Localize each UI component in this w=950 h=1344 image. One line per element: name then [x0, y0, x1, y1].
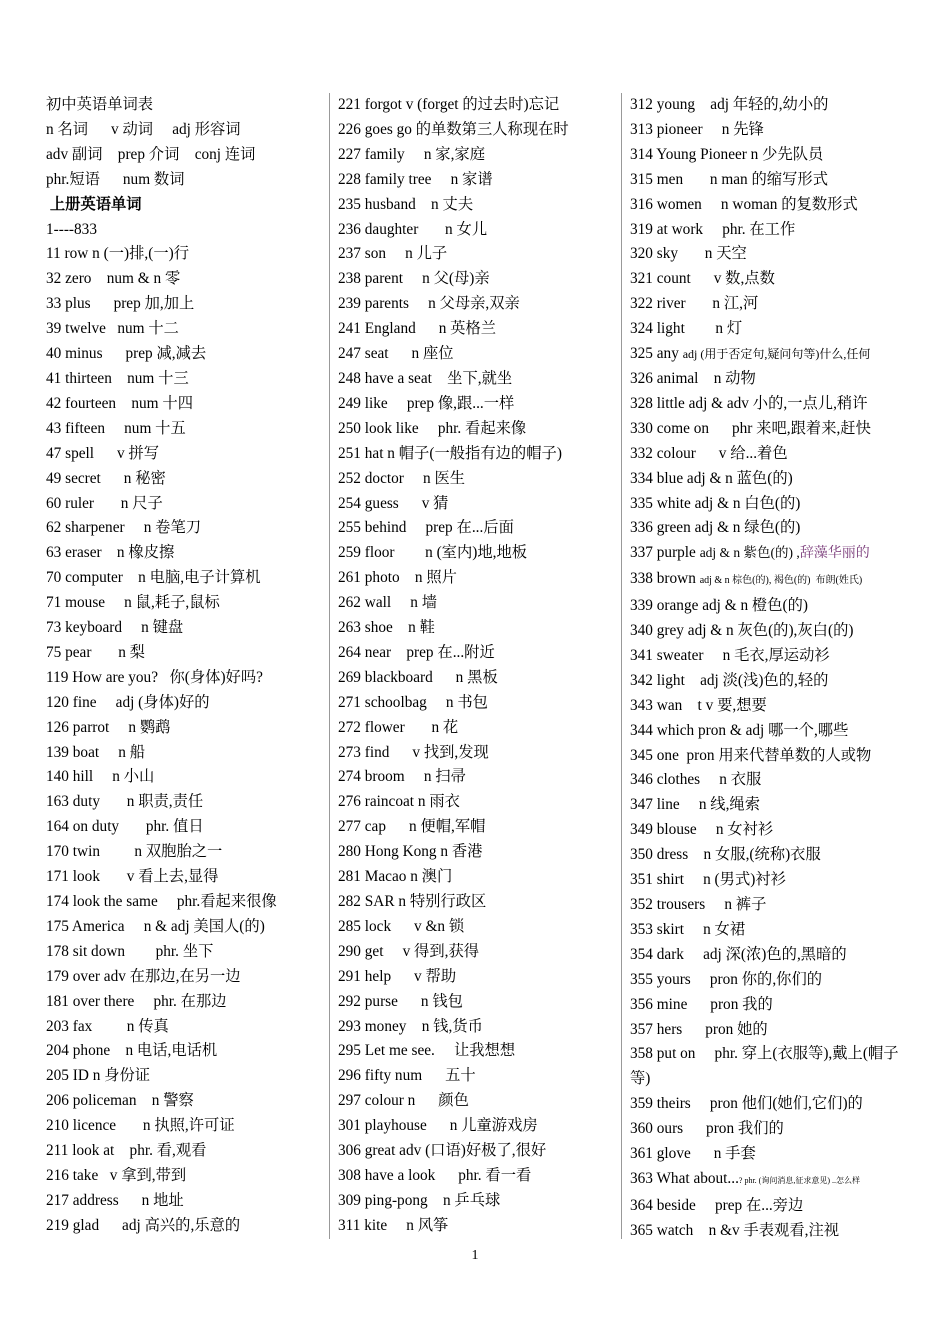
vocab-entry	[630, 1167, 915, 1194]
vocab-entry: 181 over there phr. 在那边	[46, 992, 227, 1010]
vocab-entry: 313 pioneer n 先锋	[630, 120, 764, 138]
vocab-entry: 322 river n 江,河	[630, 295, 759, 313]
vocab-entry: 336 green adj & n 绿色(的)	[630, 519, 801, 537]
vocab-entry: 42 fourteen num 十四	[46, 394, 193, 412]
vocab-entry: 314 Young Pioneer n 少先队员	[630, 145, 824, 163]
vocab-entry: 120 fine adj (身体)好的	[46, 693, 210, 711]
vocab-entry: 126 parrot n 鹦鹉	[46, 718, 171, 736]
vocab-entry: 321 count v 数,点数	[630, 270, 775, 288]
vocab-entry: 251 hat n 帽子(一般指有边的帽子)	[338, 444, 562, 462]
vocab-entry: 75 pear n 梨	[46, 643, 145, 661]
column-divider-left	[329, 93, 330, 1239]
vocab-entry: 261 photo n 照片	[338, 569, 457, 587]
vocab-entry: 342 light adj 淡(浅)色的,轻的	[630, 671, 829, 689]
vocab-entry: 211 look at phr. 看,观看	[46, 1142, 207, 1160]
vocab-entry: 252 doctor n 医生	[338, 469, 466, 487]
vocab-entry: 312 young adj 年轻的,幼小的	[630, 96, 829, 113]
vocab-column-2	[338, 93, 613, 1239]
vocab-entry: 60 ruler n 尺子	[46, 494, 163, 512]
vocab-entry	[630, 541, 915, 567]
vocab-entry: 347 line n 线,绳索	[630, 796, 761, 814]
entry-definition-small: adj (用于否定句,疑问句等)什么,任何	[682, 347, 871, 362]
vocab-entry: 119 How are you? 你(身体)好吗?	[46, 668, 263, 686]
vocab-entry: 326 animal n 动物	[630, 369, 756, 387]
legend-line: adv 副词 prep 介词 conj 连词	[46, 145, 256, 163]
vocab-entry: 354 dark adj 深(浓)色的,黑暗的	[630, 945, 847, 963]
vocab-entry: 70 computer n 电脑,电子计算机	[46, 569, 261, 587]
vocab-entry: 227 family n 家,家庭	[338, 145, 486, 163]
vocab-entry: 332 colour v 给...着色	[630, 444, 788, 462]
vocab-entry: 228 family tree n 家谱	[338, 170, 493, 188]
page-number: 1	[471, 1248, 479, 1263]
vocab-entry: 272 flower n 花	[338, 718, 459, 736]
vocab-entry: 221 forgot v (forget 的过去时)忘记	[338, 96, 560, 113]
vocab-entry: 255 behind prep 在...后面	[338, 519, 514, 537]
vocab-entry: 315 men n man 的缩写形式	[630, 170, 828, 188]
vocab-entry: 171 look v 看上去,显得	[46, 868, 219, 886]
vocab-entry: 360 ours pron 我们的	[630, 1120, 784, 1138]
vocab-entry: 292 purse n 钱包	[338, 992, 463, 1010]
vocab-entry: 335 white adj & n 白色(的)	[630, 494, 801, 512]
range-label: 1----833	[46, 220, 97, 238]
vocab-entry: 339 orange adj & n 橙色(的)	[630, 597, 808, 615]
vocab-entry: 277 cap n 便帽,军帽	[338, 818, 486, 836]
vocab-entry: 285 lock v &n 锁	[338, 917, 465, 935]
page-heading: 初中英语单词表	[46, 96, 154, 113]
vocab-entry: 139 boat n 船	[46, 743, 145, 761]
vocab-entry: 262 wall n 墙	[338, 594, 437, 612]
vocab-entry: 269 blackboard n 黑板	[338, 668, 498, 686]
vocab-entry: 247 seat n 座位	[338, 345, 454, 363]
vocab-entry: 295 Let me see. 让我想想	[338, 1042, 516, 1060]
vocab-entry: 226 goes go 的单数第三人称现在时	[338, 120, 569, 138]
vocab-entry: 179 over adv 在那边,在另一边	[46, 967, 241, 985]
vocab-entry: 204 phone n 电话,电话机	[46, 1042, 218, 1060]
vocab-entry: 316 women n woman 的复数形式	[630, 195, 858, 213]
vocab-entry: 32 zero num & n 零	[46, 270, 181, 288]
vocab-entry: 71 mouse n 鼠,耗子,鼠标	[46, 594, 220, 612]
entry-definition-tiny: adj & n 棕色(的), 褐色(的) 布朗(姓氏)	[699, 575, 863, 587]
vocab-entry: 73 keyboard n 键盘	[46, 619, 184, 637]
vocab-entry: 340 grey adj & n 灰色(的),灰白(的)	[630, 622, 854, 640]
vocab-entry: 358 put on phr. 穿上(衣服等),戴上(帽子等)	[630, 1045, 899, 1088]
vocab-entry: 33 plus prep 加,加上	[46, 295, 195, 313]
vocab-entry: 241 England n 英格兰	[338, 320, 497, 338]
vocab-entry: 351 shirt n (男式)衬衫	[630, 871, 786, 889]
vocab-entry	[630, 342, 915, 367]
vocab-entry: 349 blouse n 女衬衫	[630, 821, 774, 839]
vocab-entry: 237 son n 儿子	[338, 245, 448, 263]
vocab-entry: 249 like prep 像,跟...一样	[338, 394, 515, 412]
vocab-entry: 344 which pron & adj 哪一个,哪些	[630, 721, 849, 739]
vocab-entry: 282 SAR n 特别行政区	[338, 893, 487, 910]
vocab-entry: 297 colour n 颜色	[338, 1092, 469, 1110]
vocab-entry: 357 hers pron 她的	[630, 1020, 768, 1038]
vocab-entry: 259 floor n (室内)地,地板	[338, 544, 528, 562]
vocab-entry: 356 mine pron 我的	[630, 995, 773, 1013]
entry-term: 363 What about...	[630, 1169, 739, 1187]
entry-term: 325 any	[630, 345, 683, 363]
vocab-entry: 320 sky n 天空	[630, 245, 747, 263]
entry-term: 337 purple	[630, 544, 700, 562]
vocab-entry: 353 skirt n 女裙	[630, 920, 746, 938]
vocab-entry: 11 row n (一)排,(一)行	[46, 245, 190, 263]
vocab-entry: 248 have a seat 坐下,就坐	[338, 369, 513, 387]
vocab-entry: 308 have a look phr. 看一看	[338, 1166, 532, 1184]
vocab-entry: 236 daughter n 女儿	[338, 220, 488, 238]
vocab-entry: 311 kite n 风筝	[338, 1216, 449, 1234]
vocab-entry: 274 broom n 扫帚	[338, 768, 466, 786]
vocab-entry: 163 duty n 职责,责任	[46, 793, 204, 811]
vocab-entry: 140 hill n 小山	[46, 768, 155, 786]
vocab-entry: 364 beside prep 在...旁边	[630, 1196, 804, 1214]
vocab-entry: 206 policeman n 警察	[46, 1092, 194, 1110]
vocab-entry: 49 secret n 秘密	[46, 469, 166, 487]
entry-term: 338 brown	[630, 570, 700, 588]
vocab-entry: 170 twin n 双胞胎之一	[46, 843, 223, 861]
vocab-entry: 43 fifteen num 十五	[46, 419, 186, 437]
vocab-entry: 205 ID n 身份证	[46, 1067, 151, 1085]
vocab-entry: 254 guess v 猜	[338, 494, 449, 512]
vocab-entry: 264 near prep 在...附近	[338, 643, 495, 661]
vocab-entry: 273 find v 找到,发现	[338, 743, 489, 761]
legend-line: n 名词 v 动词 adj 形容词	[46, 120, 241, 138]
vocab-column-1	[46, 93, 321, 1239]
vocab-entry: 346 clothes n 衣服	[630, 771, 762, 789]
vocab-entry: 217 address n 地址	[46, 1191, 184, 1209]
vocab-entry: 62 sharpener n 卷笔刀	[46, 519, 202, 537]
vocab-entry: 319 at work phr. 在工作	[630, 220, 796, 238]
vocab-entry: 355 yours pron 你的,你们的	[630, 970, 823, 988]
entry-definition-colored: 辞藻华丽的	[799, 546, 870, 562]
vocab-entry: 352 trousers n 裤子	[630, 896, 767, 913]
vocab-entry: 238 parent n 父(母)亲	[338, 270, 490, 288]
vocab-entry: 359 theirs pron 他们(她们,它们)的	[630, 1095, 863, 1113]
vocab-entry: 328 little adj & adv 小的,一点儿,稍许	[630, 394, 868, 412]
vocab-column-3	[630, 93, 915, 1244]
legend-line: phr.短语 num 数词	[46, 170, 185, 188]
vocab-entry: 301 playhouse n 儿童游戏房	[338, 1117, 538, 1135]
vocab-entry: 293 money n 钱,货币	[338, 1017, 483, 1035]
vocab-entry: 334 blue adj & n 蓝色(的)	[630, 469, 793, 487]
vocab-entry: 324 light n 灯	[630, 320, 743, 338]
entry-definition-tiny: ? phr. (询问消息,征求意见) ..怎么样	[738, 1175, 861, 1185]
vocab-entry: 41 thirteen num 十三	[46, 369, 189, 387]
vocab-entry: 309 ping-pong n 乒乓球	[338, 1191, 501, 1209]
vocab-entry: 164 on duty phr. 值日	[46, 818, 204, 836]
vocab-entry: 178 sit down phr. 坐下	[46, 942, 214, 960]
vocab-entry: 203 fax n 传真	[46, 1017, 169, 1035]
vocab-entry: 276 raincoat n 雨衣	[338, 793, 460, 811]
vocab-entry	[630, 567, 915, 594]
vocab-entry: 271 schoolbag n 书包	[338, 693, 488, 711]
vocab-entry: 210 licence n 执照,许可证	[46, 1117, 235, 1135]
vocab-entry: 281 Macao n 澳门	[338, 868, 453, 886]
vocab-entry: 365 watch n &v 手表观看,注视	[630, 1221, 840, 1239]
vocab-entry: 219 glad adj 高兴的,乐意的	[46, 1216, 241, 1234]
vocab-entry: 175 America n & adj 美国人(的)	[46, 917, 265, 935]
vocab-entry: 291 help v 帮助	[338, 967, 457, 985]
vocab-entry: 280 Hong Kong n 香港	[338, 843, 483, 861]
vocab-entry: 174 look the same phr.看起来很像	[46, 893, 277, 910]
vocab-entry: 250 look like phr. 看起来像	[338, 419, 527, 437]
vocab-entry: 239 parents n 父母亲,双亲	[338, 295, 520, 313]
column-divider-right	[621, 93, 622, 1239]
vocab-entry: 350 dress n 女服,(统称)衣服	[630, 846, 821, 864]
vocab-entry: 216 take v 拿到,带到	[46, 1166, 187, 1184]
vocab-entry: 341 sweater n 毛衣,厚运动衫	[630, 646, 830, 664]
vocab-entry: 39 twelve num 十二	[46, 320, 179, 338]
vocab-entry: 63 eraser n 橡皮擦	[46, 544, 175, 562]
vocab-entry: 296 fifty num 五十	[338, 1067, 476, 1085]
vocab-entry: 343 wan t v 要,想要	[630, 696, 767, 714]
vocab-entry: 361 glove n 手套	[630, 1145, 756, 1163]
section-title: 上册英语单词	[46, 195, 142, 213]
entry-definition-small: adj & n 紫色(的) ,	[699, 545, 800, 561]
vocab-entry: 40 minus prep 减,减去	[46, 345, 207, 363]
vocab-entry: 345 one pron 用来代替单数的人或物	[630, 746, 872, 764]
vocab-entry: 306 great adv (口语)好极了,很好	[338, 1142, 547, 1160]
vocab-entry: 263 shoe n 鞋	[338, 619, 435, 637]
vocab-entry: 47 spell v 拼写	[46, 444, 160, 462]
vocab-entry: 235 husband n 丈夫	[338, 195, 474, 213]
vocab-entry: 330 come on phr 来吧,跟着来,赶快	[630, 419, 871, 437]
vocab-entry: 290 get v 得到,获得	[338, 942, 480, 960]
